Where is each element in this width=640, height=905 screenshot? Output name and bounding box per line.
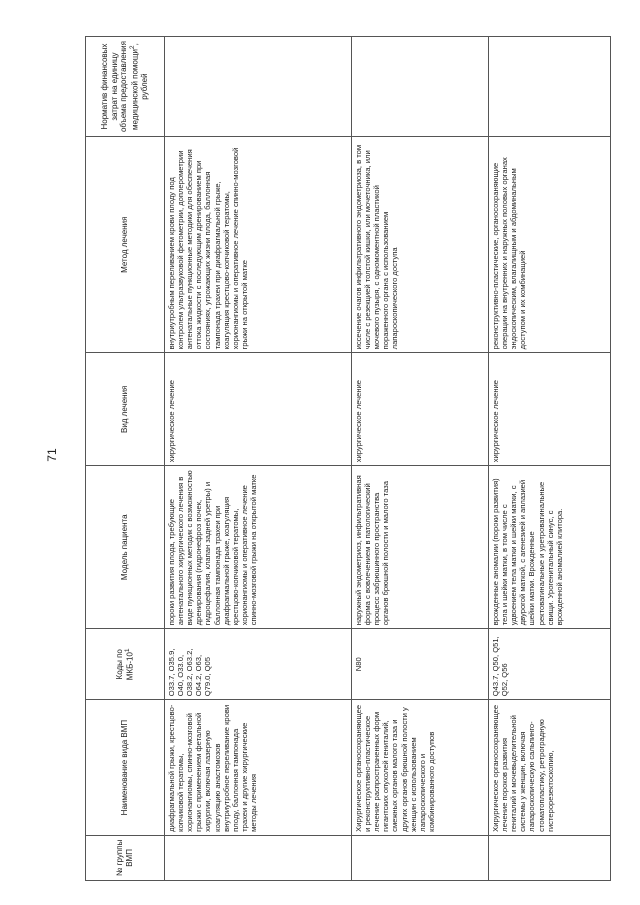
cell-treatment-method: внутриутробным переливанием крови плоду под контролем ультразвуковой фетометрии, доплерометрии антенатальные пункционные методики для обеспечения оттока жидкости с последующим дренированием при состояниях, угрожающих жизни плода, баллонная тампонада трахеи при диафрагмальной грыже, коагуляция крестцово-копчиковой тератомы, хорионангиомы и оперативное лечение спинно-мозговой грыжи на открытой матке <box>165 137 352 353</box>
table-row <box>489 37 611 881</box>
cell-patient-model: наружный эндометриоз, инфильтративная форма с вовлечением в патологический процесс забрюшинного пространства органов брюшной полости и малого таза <box>352 466 489 629</box>
header-patient-model: Модель пациента <box>86 466 165 629</box>
cell-vmp-name: диафрагмальной грыжи, крестцово-копчиковой тератомы, хорионангиомы, спинно-мозговой грыжи с применением фетальной хирургии, включая лазерную коагуляцию анастомозов внутриутробное переливание крови плоду, баллонная тампонада трахеи и другие хирургические методы лечения <box>165 700 352 836</box>
cell-group-number <box>489 835 611 880</box>
vmp-table <box>85 36 611 881</box>
cell-vmp-name: Хирургическое органосохраняющее лечение пороков развития гениталий и мочевыделительной системы у женщин, включая лапароскопическую сальпинго-стоматопластику, ретроградную гистерорезектоскопию, <box>489 700 611 836</box>
table-row <box>352 37 489 881</box>
table-header-row <box>86 37 165 881</box>
header-financial-norm-text: Норматив финансовых затрат на единицу объема предоставления медицинской помощи <box>100 41 140 133</box>
cell-treatment-type: хирургическое лечение <box>489 353 611 466</box>
cell-icd-codes: N80 <box>352 629 489 700</box>
cell-treatment-method: реконструктивно-пластические, органосохраняющие операции на внутренних и наружных половых органах эндоскопическим, влагалищным и абдоминальным доступом и их комбинацией <box>489 137 611 353</box>
cell-icd-codes: O33.7, O35.9, O40, O33.0, O38.2, O63.2, O64.2, O63, Q79.0, Q05 <box>165 629 352 700</box>
cell-group-number <box>165 835 352 880</box>
cell-financial-norm <box>352 37 489 137</box>
header-norm-unit: , рублей <box>130 43 150 100</box>
cell-treatment-type: хирургическое лечение <box>352 353 489 466</box>
header-financial-norm <box>86 37 165 137</box>
rotated-table-wrapper <box>85 36 612 881</box>
cell-financial-norm <box>489 37 611 137</box>
cell-financial-norm <box>165 37 352 137</box>
header-treatment-type: Вид лечения <box>86 353 165 466</box>
cell-patient-model: врожденные аномалии (пороки развития) тела и шейки матки, в том числе с удвоением тела матки и шейки матки, с двурогой маткой, с агенезией и аплазией шейки матки. Врожденные ректовагинальные и уретровагинальные свищи. Урогенитальный синус, с врожденной аномалией клитора. <box>489 466 611 629</box>
cell-icd-codes: Q43.7, Q50, Q51, Q52, Q56 <box>489 629 611 700</box>
cell-treatment-type: хирургическое лечение <box>165 353 352 466</box>
header-icd-codes <box>86 629 165 700</box>
cell-vmp-name: Хирургическое органосохраняющее и реконструктивно-пластическое лечение распространенных форм гигантских опухолей гениталий, смежных органов малого таза и других органов брюшной полости у женщин с использованием лапароскопического и комбинированного доступов <box>352 700 489 836</box>
header-treatment-method: Метод лечения <box>86 137 165 353</box>
cell-treatment-method: иссечение очагов инфильтративного эндометриоза, в том числе с резекцией толстой кишки, или мочеточника, или мочевого пузыря, с одномоментной пластикой пораженного органа с использованием лапароскопического доступа <box>352 137 489 353</box>
header-icd-codes-text: Коды по МКБ-10 <box>114 649 135 681</box>
cell-patient-model: пороки развития плода, требующие антенатального хирургического лечения в виде пункционных методик с возможностью дренирования (гидронефроз почек, гидроцефалия, клапан задней уретры) и баллонная тампонада трахеи при диафрагмальной грыже, коагуляция крестцово-копчиковой тератомы, хорионангиомы и оперативное лечение спинно-мозговой грыжи на открытой матке <box>165 466 352 629</box>
cell-group-number <box>352 835 489 880</box>
header-icd-footnote: 1 <box>124 648 132 653</box>
header-norm-footnote: 2 <box>128 45 136 50</box>
page-number: 71 <box>45 448 59 462</box>
header-group-number: № группы ВМП <box>86 835 165 880</box>
header-vmp-name: Наименование вида ВМП <box>86 700 165 836</box>
table-row <box>165 37 352 881</box>
